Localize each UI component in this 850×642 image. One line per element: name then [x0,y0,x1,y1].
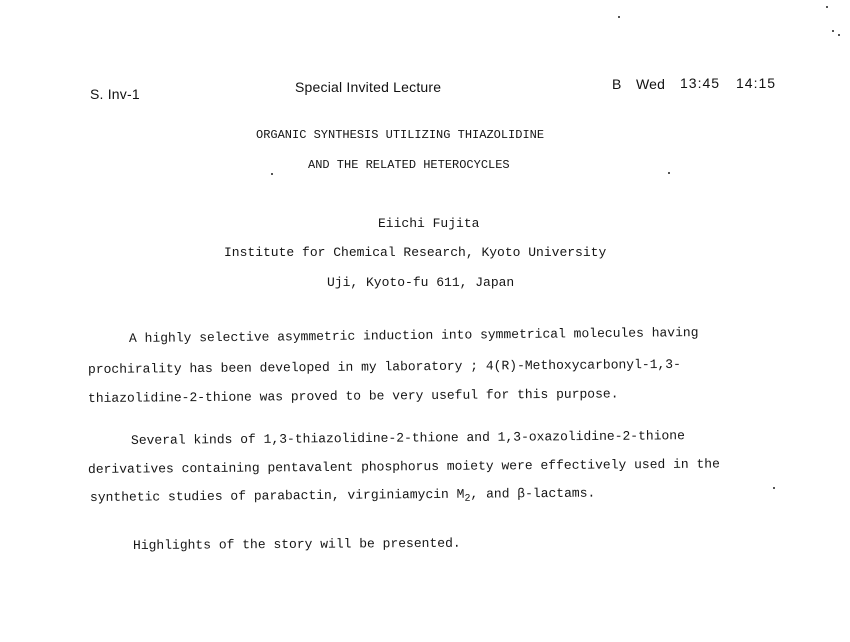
scan-speck [832,30,834,32]
time-end: 14:15 [736,75,777,91]
abstract-p2-line-2: derivatives containing pentavalent phosphorus moiety were effectively used in the [87,456,720,477]
abstract-p2-line-3 [90,486,595,508]
subscript-2: 2 [464,493,471,505]
abstract-p1-line-1: A highly selective asymmetric induction into symmetrical molecules having [128,325,699,346]
title-line-1: ORGANIC SYNTHESIS UTILIZING THIAZOLIDINE [256,128,545,142]
time-start: 13:45 [680,75,721,91]
scan-speck [838,34,840,36]
author-institution: Institute for Chemical Research, Kyoto University [224,245,607,260]
author-address: Uji, Kyoto-fu 611, Japan [327,275,515,290]
scan-speck [773,487,775,489]
scan-speck [618,16,620,18]
room-label: B [612,76,622,92]
abstract-p1-line-3: thiazolidine-2-thione was proved to be very useful for this purpose. [87,386,619,406]
title-line-2: AND THE RELATED HETEROCYCLES [308,158,510,172]
abstract-p1-line-2: prochirality has been developed in my laboratory ; 4(R)-Methoxycarbonyl-1,3- [87,356,681,377]
session-code: S. Inv-1 [90,86,140,102]
scan-speck [826,6,828,8]
author-name: Eiichi Fujita [378,216,480,231]
abstract-p3: Highlights of the story will be presented. [132,535,461,553]
scan-speck [668,172,670,174]
day-label: Wed [636,76,666,92]
scan-speck [271,173,273,175]
abstract-p2-line-1: Several kinds of 1,3-thiazolidine-2-thione and 1,3-oxazolidine-2-thione [130,428,685,448]
abstract-p2-line-3-after: , and β-lactams. [470,485,596,502]
abstract-p2-line-3-before: synthetic studies of parabactin, virginiamycin M [89,486,465,505]
session-type: Special Invited Lecture [295,79,442,95]
